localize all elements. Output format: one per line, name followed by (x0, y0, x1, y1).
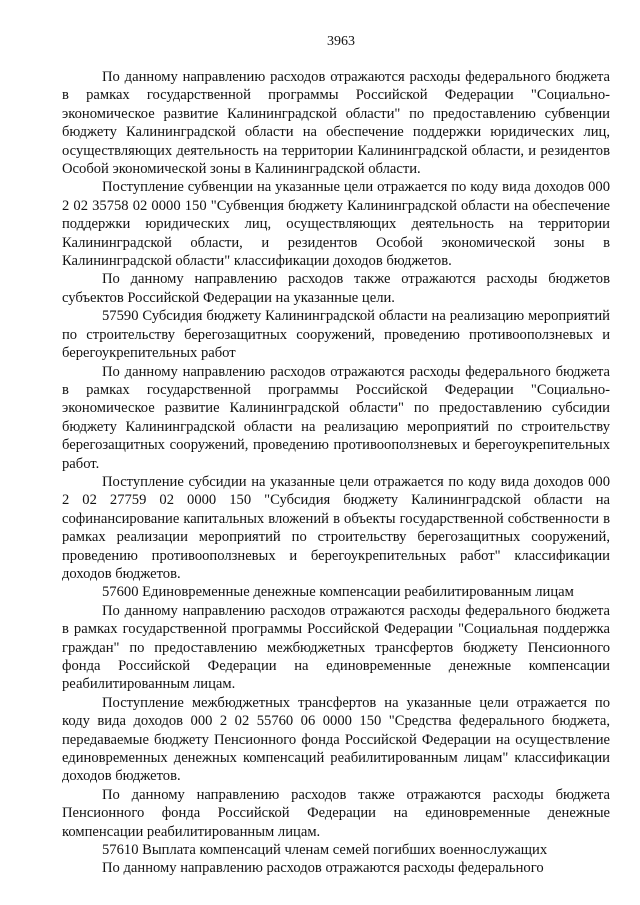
paragraph-federal-expenses-military: По данному направлению расходов отражаются расходы федерального (102, 860, 544, 877)
paragraph-pension-fund-expenses: По данному направлению расходов также отражаются расходы бюджета Пенсионного фонда Российской Федерации на единовременные денежные компенсации реабилитированным лицам. (62, 786, 610, 840)
paragraph-regional-budgets: По данному направлению расходов также отражаются расходы бюджетов субъектов Российской Федерации на указанные цели. (62, 271, 610, 306)
paragraph-subvention-income-code: Поступление субвенции на указанные цели отражается по коду вида доходов 000 2 02 35758 02 0000 150 "Субвенция бюджету Калининградской области на обеспечение поддержки юридических лиц, осуществляющих деятельность на территории Калининградской области, и резидентов Особой экономической зоны в Калининградской области" классификации доходов бюджетов. (62, 179, 610, 270)
heading-57590: 57590 Субсидия бюджету Калининградской области на реализацию мероприятий по строительству берегозащитных сооружений, проведению противооползневых и берегоукрепительных работ (62, 308, 610, 362)
heading-57610: 57610 Выплата компенсаций членам семей погибших военнослужащих (102, 842, 548, 859)
paragraph-transfers-income-code: Поступление межбюджетных трансфертов на указанные цели отражается по коду вида доходов 000 2 02 55760 06 0000 150 "Средства федерального бюджета, передаваемые бюджету Пенсионного фонда Российской Федерации на осуществление единовременных денежных компенсаций реабилитированным лицам" классификации доходов бюджетов. (62, 694, 610, 785)
paragraph-subsidy-income-code: Поступление субсидии на указанные цели отражается по коду вида доходов 000 2 02 27759 02 0000 150 "Субсидия бюджету Калининградской области на софинансирование капитальных вложений в объекты государственной собственности в рамках реализации мероприятий по строительству берегозащитных сооружений, проведению противооползневых и берегоукрепительных работ" классификации доходов бюджетов. (62, 473, 610, 582)
paragraph-federal-expenses-rehabilitated: По данному направлению расходов отражаются расходы федерального бюджета в рамках государственной программы Российской Федерации "Социальная поддержка граждан" по предоставлению межбюджетных трансфертов бюджету Пенсионного фонда Российской Федерации на единовременные денежные компенсации реабилитированным лицам. (62, 602, 610, 693)
paragraph-federal-expenses-kaliningrad: По данному направлению расходов отражаются расходы федерального бюджета в рамках государственной программы Российской Федерации "Социально-экономическое развитие Калининградской области" по предоставлению субвенции бюджету Калининградской области на обеспечение поддержки юридических лиц, осуществляющих деятельность на территории Калининградской области, и резидентов Особой экономической зоны в Калининградской области. (62, 69, 610, 178)
page-number: 3963 (327, 34, 355, 49)
heading-57600: 57600 Единовременные денежные компенсации реабилитированным лицам (102, 584, 574, 601)
paragraph-federal-expenses-coastal: По данному направлению расходов отражаются расходы федерального бюджета в рамках государственной программы Российской Федерации "Социально-экономическое развитие Калининградской области" по предоставлению субсидии бюджету Калининградской области на реализацию мероприятий по строительству берегозащитных сооружений, проведению противооползневых и берегоукрепительных работ. (62, 363, 610, 472)
